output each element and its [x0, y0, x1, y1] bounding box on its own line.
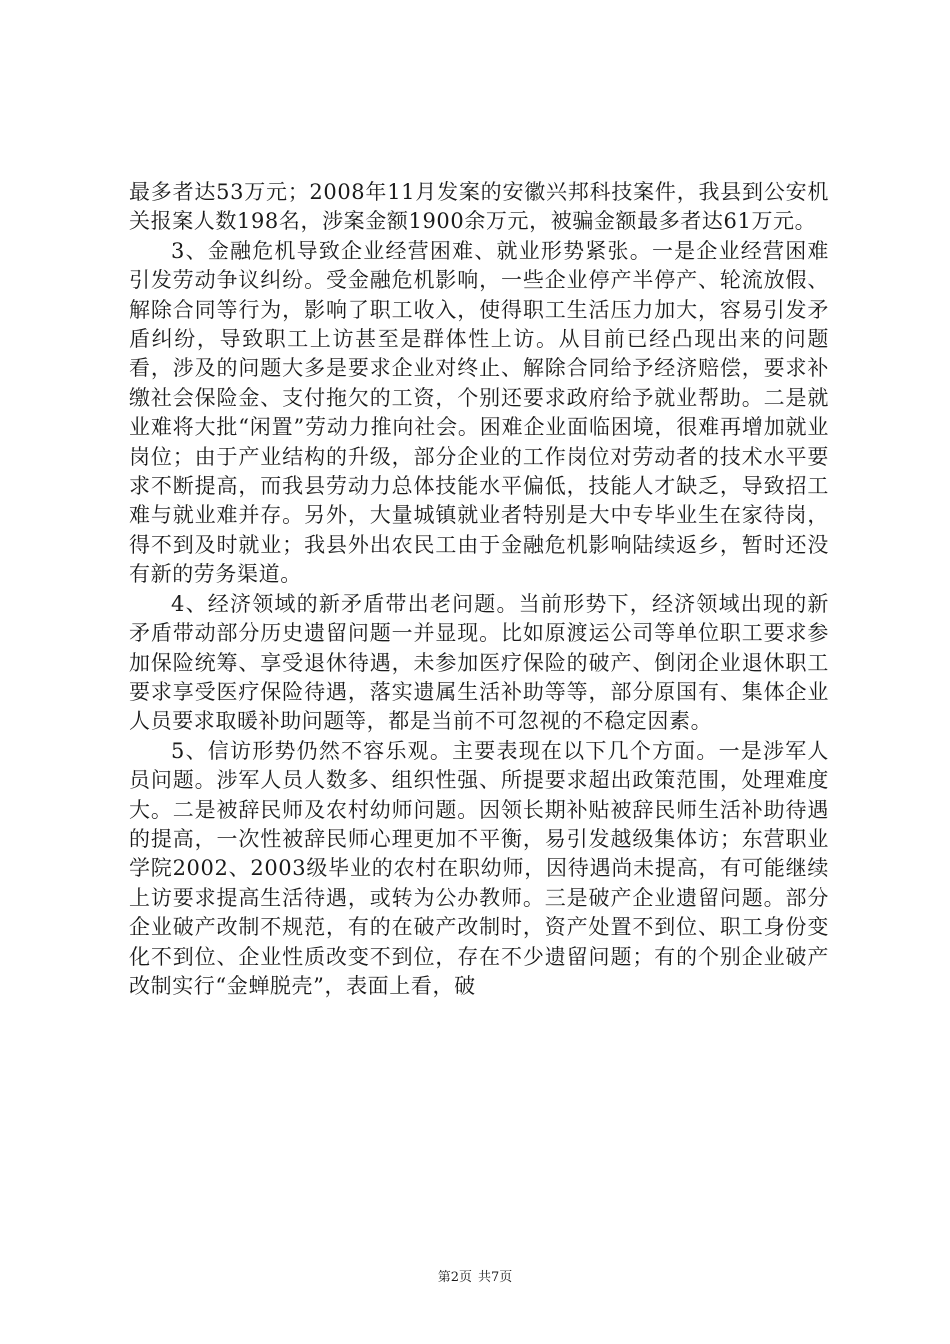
document-body	[129, 178, 829, 1001]
page-number: 第2页	[437, 1270, 472, 1285]
paragraph-continuation: 最多者达53万元；2008年11月发案的安徽兴邦科技案件，我县到公安机关报案人数198名，涉案金额1900余万元，被骗金额最多者达61万元。	[129, 180, 829, 234]
paragraph-item-4: 4、经济领域的新矛盾带出老问题。当前形势下，经济领域出现的新矛盾带动部分历史遗留问题一并显现。比如原渡运公司等单位职工要求参加保险统筹、享受退休待遇，未参加医疗保险的破产、倒闭企业退休职工要求享受医疗保险待遇，落实遗属生活补助等等，部分原国有、集体企业人员要求取暖补助问题等，都是当前不可忽视的不稳定因素。	[129, 591, 829, 734]
paragraph-item-3: 3、金融危机导致企业经营困难、就业形势紧张。一是企业经营困难引发劳动争议纠纷。受金融危机影响，一些企业停产半停产、轮流放假、解除合同等行为，影响了职工收入，使得职工生活压力加大，容易引发矛盾纠纷，导致职工上访甚至是群体性上访。从目前已经凸现出来的问题看，涉及的问题大多是要求企业对终止、解除合同给予经济赔偿，要求补缴社会保险金、支付拖欠的工资，个别还要求政府给予就业帮助。二是就业难将大批“闲置”劳动力推向社会。困难企业面临困境，很难再增加就业岗位；由于产业结构的升级，部分企业的工作岗位对劳动者的技术水平要求不断提高，而我县劳动力总体技能水平偏低，技能人才缺乏，导致招工难与就业难并存。另外，大量城镇就业者特别是大中专毕业生在家待岗，得不到及时就业；我县外出农民工由于金融危机影响陆续返乡，暂时还没有新的劳务渠道。	[129, 238, 829, 587]
paragraph-item-5: 5、信访形势仍然不容乐观。主要表现在以下几个方面。一是涉军人员问题。涉军人员人数多、组织性强、所提要求超出政策范围，处理难度大。二是被辞民师及农村幼师问题。因领长期补贴被辞民师生活补助待遇的提高，一次性被辞民师心理更加不平衡，易引发越级集体访；东营职业学院2002、2003级毕业的农村在职幼师，因待遇尚未提高，有可能继续上访要求提高生活待遇，或转为公办教师。三是破产企业遗留问题。部分企业破产改制不规范，有的在破产改制时，资产处置不到位、职工身份变化不到位、企业性质改变不到位，存在不少遗留问题；有的个别企业破产改制实行“金蝉脱壳”，表面上看，破	[129, 738, 829, 998]
page-total: 共7页	[478, 1270, 513, 1285]
page-footer	[0, 1268, 950, 1288]
